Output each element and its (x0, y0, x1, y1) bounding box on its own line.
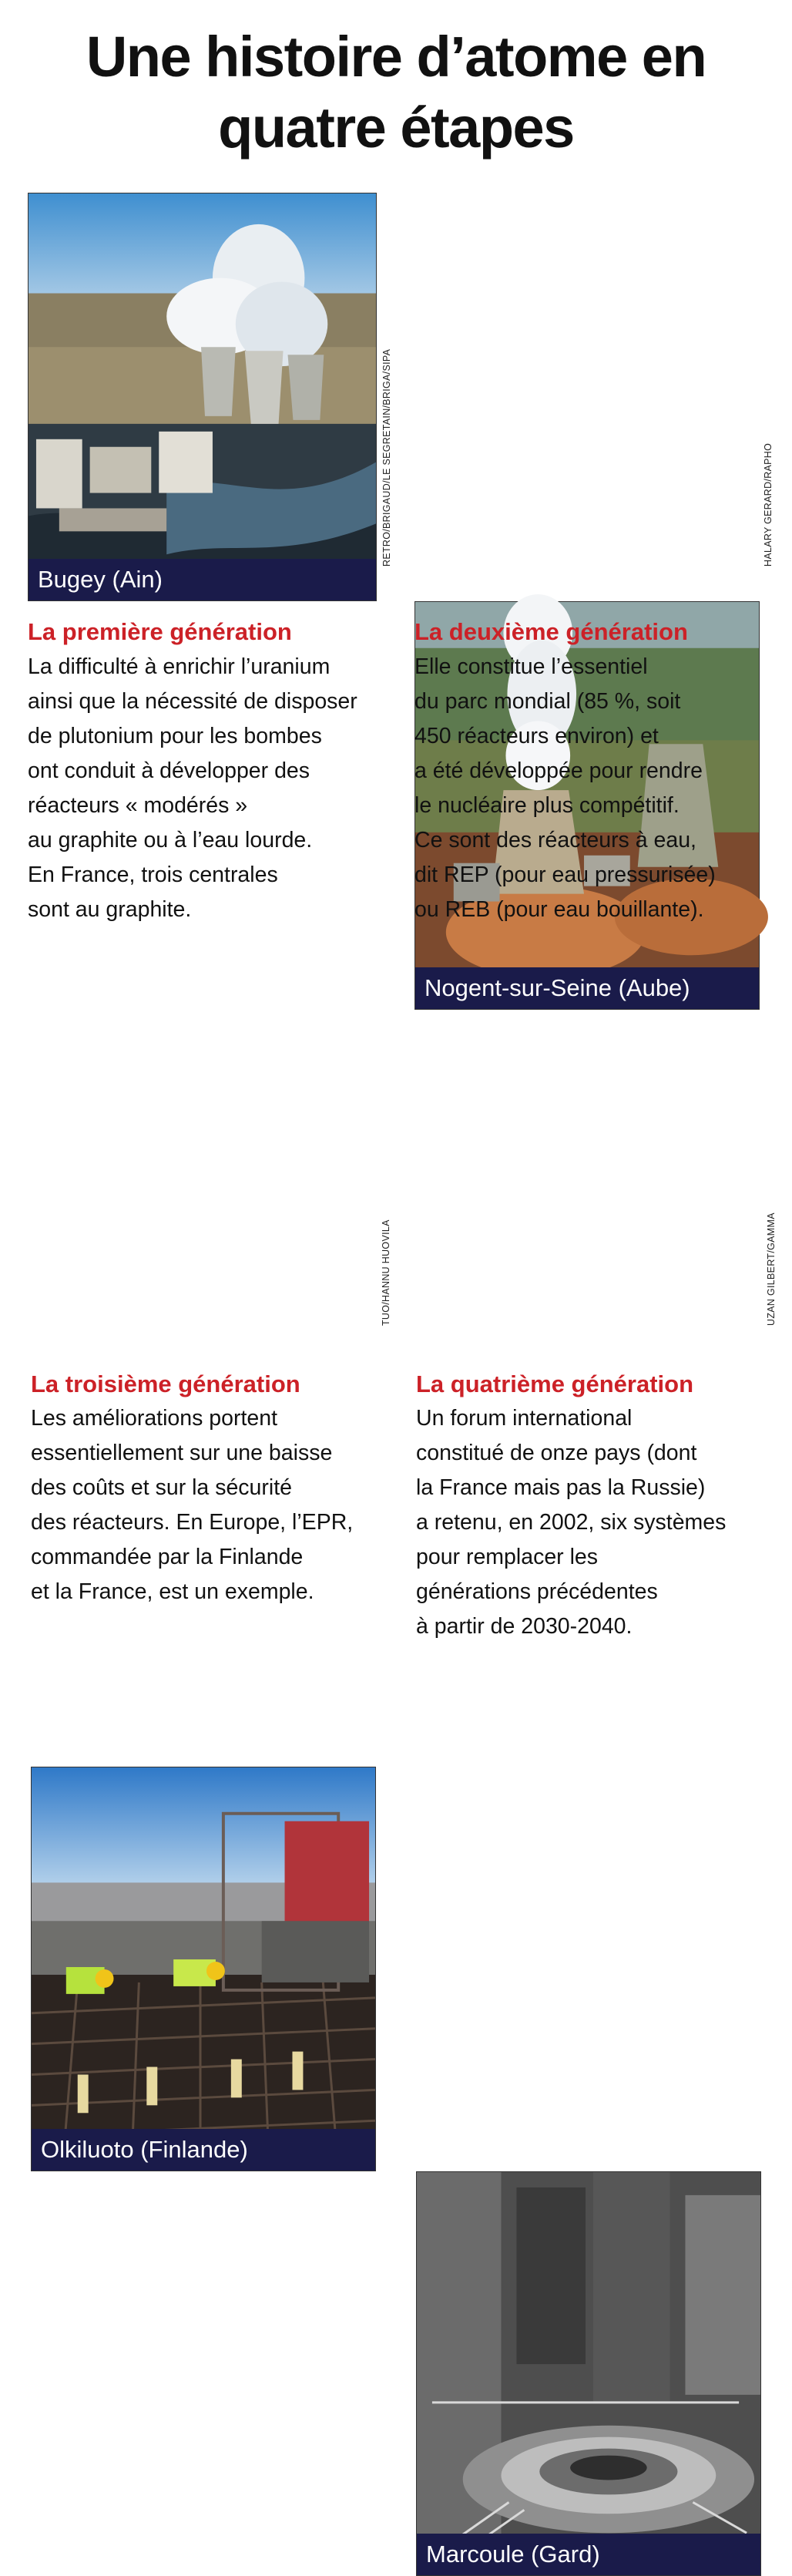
fourth-generation-heading: La quatrième génération (416, 1370, 694, 1397)
page-title-line-2: quatre étapes (218, 96, 574, 160)
text-line: Les améliorations portent (31, 1406, 278, 1431)
text-line: commandée par la Finlande (31, 1545, 304, 1569)
text-line: En France, trois centrales (28, 863, 278, 887)
nogent-photo-credit: HALARY GERARD/RAPHO (763, 442, 774, 567)
text-line: ou REB (pour eau bouillante). (414, 897, 704, 922)
bugey-plant-illustration (29, 193, 376, 600)
text-line: 450 réacteurs environ) et (414, 724, 659, 748)
text-line: Elle constitue l’essentiel (414, 654, 648, 679)
text-line: réacteurs « modérés » (28, 793, 248, 818)
page-title (0, 22, 792, 163)
bugey-photo-credit: RETRO/BRIGAUD/LE SEGRETAIN/BRIGA/SIPA (381, 348, 392, 567)
text-line: des coûts et sur la sécurité (31, 1475, 292, 1500)
bugey-photo (28, 193, 377, 601)
marcoule-photo (416, 2171, 761, 2576)
text-line: Ce sont des réacteurs à eau, (414, 828, 696, 853)
second-generation-heading: La deuxième génération (414, 618, 688, 645)
marcoule-reactor-hall-illustration (417, 2172, 760, 2575)
olkiluoto-site-illustration (32, 1767, 375, 2171)
text-line: le nucléaire plus compétitif. (414, 793, 680, 818)
text-line: générations précédentes (416, 1579, 658, 1604)
olkiluoto-caption: Olkiluoto (Finlande) (32, 2129, 375, 2171)
text-line: et la France, est un exemple. (31, 1579, 314, 1604)
nogent-caption: Nogent-sur-Seine (Aube) (415, 967, 759, 1009)
bugey-caption: Bugey (Ain) (29, 559, 376, 600)
text-line: pour remplacer les (416, 1545, 599, 1569)
text-line: essentiellement sur une baisse (31, 1441, 333, 1465)
third-generation-text (31, 1401, 353, 1609)
text-line: la France mais pas la Russie) (416, 1475, 706, 1500)
text-line: ainsi que la nécessité de disposer (28, 689, 357, 714)
text-line: La difficulté à enrichir l’uranium (28, 654, 331, 679)
olkiluoto-photo (31, 1767, 376, 2171)
text-line: Un forum international (416, 1406, 633, 1431)
text-line: a retenu, en 2002, six systèmes (416, 1510, 727, 1535)
text-line: sont au graphite. (28, 897, 192, 922)
text-line: à partir de 2030-2040. (416, 1614, 633, 1639)
first-generation-text (28, 650, 357, 927)
text-line: a été développée pour rendre (414, 758, 703, 783)
page-title-line-1: Une histoire d’atome en (86, 25, 706, 89)
text-line: ont conduit à développer des (28, 758, 310, 783)
marcoule-photo-credit: UZAN GILBERT/GAMMA (766, 1212, 777, 1326)
third-generation-heading: La troisième génération (31, 1370, 300, 1397)
text-line: au graphite ou à l’eau lourde. (28, 828, 313, 853)
first-generation-heading: La première génération (28, 618, 292, 645)
marcoule-caption: Marcoule (Gard) (417, 2534, 760, 2575)
text-line: dit REP (pour eau pressurisée) (414, 863, 716, 887)
fourth-generation-text (416, 1401, 726, 1644)
text-line: constitué de onze pays (dont (416, 1441, 697, 1465)
text-line: du parc mondial (85 %, soit (414, 689, 681, 714)
text-line: de plutonium pour les bombes (28, 724, 322, 748)
text-line: des réacteurs. En Europe, l’EPR, (31, 1510, 354, 1535)
second-generation-text (414, 650, 716, 927)
olkiluoto-photo-credit: TUO/HANNU HUOVILA (381, 1219, 391, 1326)
